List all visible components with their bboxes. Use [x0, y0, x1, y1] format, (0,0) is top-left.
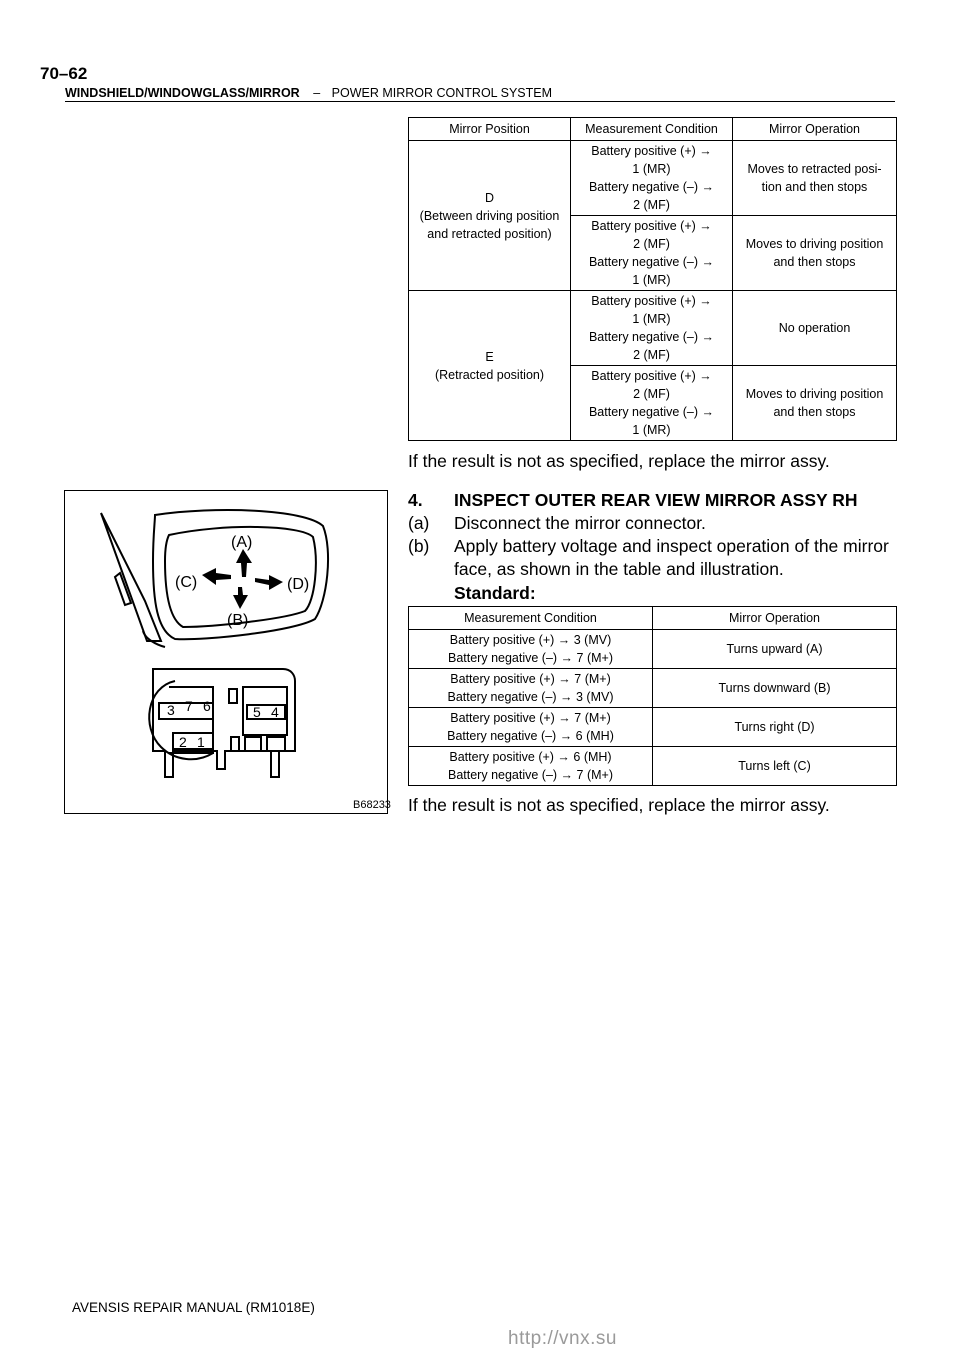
mirror-position-cell: [409, 141, 571, 291]
mirror-position-cell: [409, 291, 571, 441]
direction-label-b: (B): [227, 612, 249, 629]
cell-line: Moves to retracted posi-: [747, 162, 882, 176]
column-header: Mirror Operation: [653, 607, 897, 630]
substep-text: Disconnect the mirror connector.: [454, 513, 706, 533]
substep-b: [408, 535, 898, 581]
cell-line: Battery negative (–) →: [588, 255, 715, 269]
connector-body: [149, 669, 295, 777]
section-title: WINDSHIELD/WINDOWGLASS/MIRROR: [65, 86, 300, 100]
page-number: 70–62: [40, 64, 88, 83]
cell-line: 1 (MR): [632, 162, 671, 176]
mirror-operation-cell: [733, 291, 897, 366]
cell-line: Battery negative (–) → 3 (MV): [447, 690, 614, 704]
cell-line: Moves to driving position: [745, 387, 884, 401]
mirror-operation-cell: [733, 141, 897, 216]
cell-line: and then stops: [773, 405, 856, 419]
cell-line: Battery positive (+) →: [591, 144, 712, 158]
measurement-condition-cell: [409, 747, 653, 786]
subsection-title: POWER MIRROR CONTROL SYSTEM: [331, 86, 553, 100]
cell-line: Moves to driving position: [745, 237, 884, 251]
cell-line: 1 (MR): [632, 273, 671, 287]
substep-a: [408, 512, 898, 535]
direction-arrows: [202, 549, 283, 609]
table-row: [409, 291, 897, 366]
mirror-illustration: [64, 490, 391, 814]
arrow-down-icon: [233, 587, 248, 609]
cell-line: No operation: [778, 321, 851, 335]
cell-line: E: [485, 349, 494, 364]
cell-line: (Between driving position: [419, 208, 560, 223]
pin-label: 4: [271, 704, 279, 720]
column-header: Measurement Condition: [409, 607, 653, 630]
column-header: Measurement Condition: [571, 118, 733, 141]
measurement-condition-cell: [571, 216, 733, 291]
table-row: [409, 630, 897, 669]
mirror-operation-cell: [733, 366, 897, 441]
cell-line: and then stops: [773, 255, 856, 269]
cell-line: Battery positive (+) → 7 (M+): [450, 711, 611, 725]
pin-label: 6: [203, 698, 211, 714]
cell-line: 2 (MF): [633, 348, 670, 362]
watermark-link[interactable]: http://vnx.su: [508, 1328, 617, 1349]
pin-label: 2: [179, 734, 187, 750]
step-number: 4.: [408, 490, 423, 510]
cell-line: D: [484, 190, 495, 205]
measurement-condition-cell: [571, 141, 733, 216]
mirror-operation-cell: Turns upward (A): [653, 630, 897, 669]
cell-line: Battery negative (–) →: [588, 330, 715, 344]
cell-line: Battery negative (–) →: [588, 405, 715, 419]
cell-line: 1 (MR): [632, 423, 671, 437]
arrow-left-icon: [202, 568, 231, 585]
cell-line: 2 (MF): [633, 198, 670, 212]
footer: AVENSIS REPAIR MANUAL (RM1018E): [72, 1300, 315, 1315]
mirror-operation-table: [408, 606, 897, 786]
cell-line: Battery positive (+) →: [591, 219, 712, 233]
step-heading: [408, 489, 858, 512]
cell-line: Battery positive (+) → 3 (MV): [449, 633, 612, 647]
table-header-row: [409, 118, 897, 141]
substep-label: (b): [408, 536, 430, 556]
cell-line: 2 (MF): [633, 237, 670, 251]
mirror-position-table: [408, 117, 897, 441]
standard-label: Standard:: [454, 583, 536, 603]
arrow-right-icon: [255, 575, 283, 590]
pin-label: 5: [253, 704, 261, 720]
cell-line: Battery positive (+) →: [591, 294, 712, 308]
substep-text: Apply battery voltage and inspect operation of the mirror face, as shown in the table and illustration.: [454, 536, 889, 579]
pin-label: 7: [185, 698, 193, 714]
measurement-condition-cell: [409, 630, 653, 669]
cell-line: Battery negative (–) → 7 (M+): [448, 651, 613, 665]
mirror-operation-cell: Turns right (D): [653, 708, 897, 747]
header-separator: –: [313, 86, 321, 100]
measurement-condition-cell: [571, 291, 733, 366]
cell-line: tion and then stops: [761, 180, 868, 194]
direction-label-d: (D): [287, 576, 310, 593]
measurement-condition-cell: [409, 669, 653, 708]
mirror-operation-cell: [733, 216, 897, 291]
cell-line: and retracted position): [427, 226, 552, 241]
substep-label: (a): [408, 513, 430, 533]
cell-line: Battery positive (+) → 6 (MH): [449, 750, 612, 764]
running-header: [65, 86, 552, 100]
direction-label-a: (A): [231, 534, 253, 551]
cell-line: 2 (MF): [633, 387, 670, 401]
replace-note: If the result is not as specified, replace the mirror assy.: [408, 795, 830, 815]
direction-label-c: (C): [175, 574, 198, 591]
cell-line: Battery negative (–) →: [588, 180, 715, 194]
measurement-condition-cell: [571, 366, 733, 441]
measurement-condition-cell: [409, 708, 653, 747]
column-header: Mirror Operation: [733, 118, 897, 141]
table-row: [409, 747, 897, 786]
mirror-operation-cell: Turns left (C): [653, 747, 897, 786]
pin-label: 1: [197, 734, 205, 750]
pin-label: 3: [167, 702, 175, 718]
cell-line: Battery positive (+) → 7 (M+): [450, 672, 611, 686]
table-header-row: [409, 607, 897, 630]
header-rule: [65, 101, 895, 102]
column-header: Mirror Position: [409, 118, 571, 141]
mirror-operation-cell: Turns downward (B): [653, 669, 897, 708]
step-title: INSPECT OUTER REAR VIEW MIRROR ASSY RH: [454, 490, 858, 510]
cell-line: Battery negative (–) → 6 (MH): [447, 729, 614, 743]
table-row: [409, 141, 897, 216]
replace-note: If the result is not as specified, replace the mirror assy.: [408, 451, 830, 471]
cell-line: (Retracted position): [434, 367, 545, 382]
cell-line: 1 (MR): [632, 312, 671, 326]
cell-line: Battery negative (–) → 7 (M+): [448, 768, 613, 782]
mirror-connector-drawing: [65, 491, 391, 813]
arrow-up-icon: [236, 549, 252, 577]
table-row: [409, 708, 897, 747]
figure-code: B68233: [353, 799, 391, 811]
table-row: [409, 669, 897, 708]
cell-line: Battery positive (+) →: [591, 369, 712, 383]
